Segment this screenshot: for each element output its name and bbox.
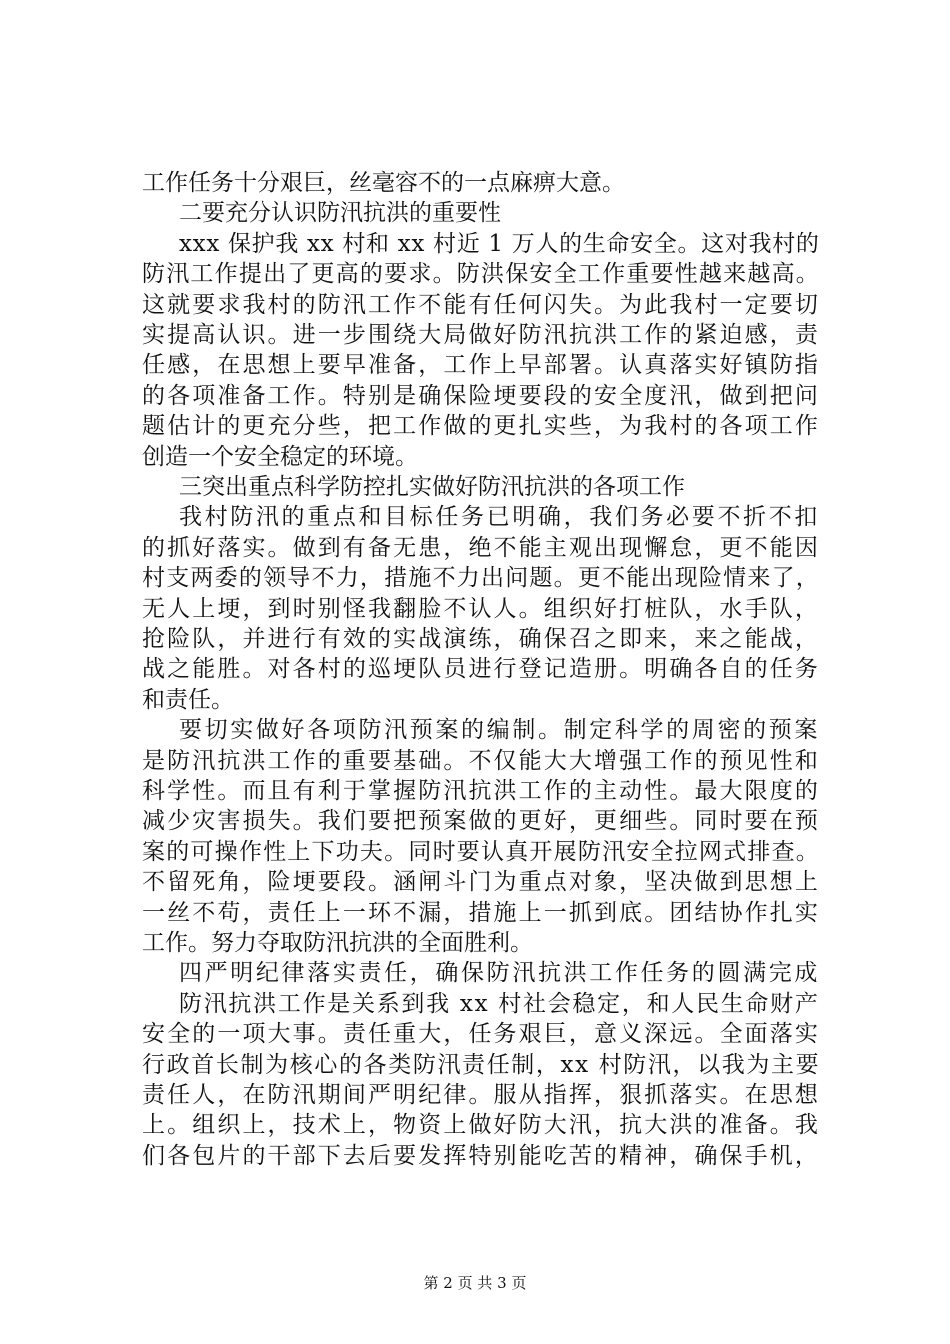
document-line: 无人上埂，到时别怪我翻脸不认人。组织好打桩队，水手队， <box>142 595 820 622</box>
document-line: 四严明纪律落实责任，确保防汛抗洪工作任务的圆满完成 <box>179 960 820 987</box>
document-line: 案的可操作性上下功夫。同时要认真开展防汛安全拉网式排查。 <box>142 838 820 865</box>
document-line: 的抓好落实。做到有备无患，绝不能主观出现懈怠，更不能因 <box>142 534 820 561</box>
document-line: 防汛抗洪工作是关系到我 xx 村社会稳定，和人民生命财产 <box>179 990 820 1017</box>
document-line: 三突出重点科学防控扎实做好防汛抗洪的各项工作 <box>179 474 685 500</box>
document-line: 不留死角，险埂要段。涵闸斗门为重点对象，坚决做到思想上 <box>142 869 820 896</box>
document-line: 村支两委的领导不力，措施不力出问题。更不能出现险情来了， <box>142 565 820 592</box>
document-line: 任感，在思想上要早准备，工作上早部署。认真落实好镇防指 <box>142 352 820 379</box>
document-line: 工作。努力夺取防汛抗洪的全面胜利。 <box>142 930 533 956</box>
document-line: 防汛工作提出了更高的要求。防洪保安全工作重要性越来越高。 <box>142 261 820 288</box>
document-line: 二要充分认识防汛抗洪的重要性 <box>179 200 501 227</box>
document-line: 责任人，在防汛期间严明纪律。服从指挥，狠抓落实。在思想 <box>142 1082 820 1108</box>
document-line: 们各包片的干部下去后要发挥特别能吃苦的精神，确保手机， <box>142 1142 820 1169</box>
document-line: 减少灾害损失。我们要把预案做的更好，更细些。同时要在预 <box>142 808 820 835</box>
document-line: 和责任。 <box>142 686 234 713</box>
document-line: 行政首长制为核心的各类防汛责任制，xx 村防汛，以我为主要 <box>142 1051 821 1078</box>
document-line: 抢险队，并进行有效的实战演练，确保召之即来，来之能战， <box>142 626 820 652</box>
document-line: 我村防汛的重点和目标任务已明确，我们务必要不折不扣 <box>179 504 820 531</box>
document-line: 创造一个安全稳定的环境。 <box>142 443 418 470</box>
page-footer: 第 2 页 共 3 页 <box>423 1274 527 1292</box>
document-line: 实提高认识。进一步围绕大局做好防汛抗洪工作的紧迫感，责 <box>142 322 820 348</box>
document-line: 要切实做好各项防汛预案的编制。制定科学的周密的预案 <box>179 717 820 744</box>
document-line: 战之能胜。对各村的巡埂队员进行登记造册。明确各自的任务 <box>142 656 820 683</box>
document-line: 工作任务十分艰巨，丝毫容不的一点麻痹大意。 <box>142 170 625 196</box>
document-line: 的各项准备工作。特别是确保险埂要段的安全度汛，做到把问 <box>142 382 820 409</box>
document-line: 一丝不苟，责任上一环不漏，措施上一抓到底。团结协作扎实 <box>142 899 820 926</box>
document-line: 科学性。而且有利于掌握防汛抗洪工作的主动性。最大限度的 <box>142 778 820 804</box>
document-line: 这就要求我村的防汛工作不能有任何闪失。为此我村一定要切 <box>142 291 820 318</box>
document-line: xxx 保护我 xx 村和 xx 村近 1 万人的生命安全。这对我村的 <box>179 230 820 257</box>
document-line: 题估计的更充分些，把工作做的更扎实些，为我村的各项工作 <box>142 413 820 440</box>
document-line: 是防汛抗洪工作的重要基础。不仅能大大增强工作的预见性和 <box>142 747 820 774</box>
document-line: 上。组织上，技术上，物资上做好防大汛，抗大洪的准备。我 <box>142 1112 820 1139</box>
document-line: 安全的一项大事。责任重大，任务艰巨，意义深远。全面落实 <box>142 1021 820 1048</box>
